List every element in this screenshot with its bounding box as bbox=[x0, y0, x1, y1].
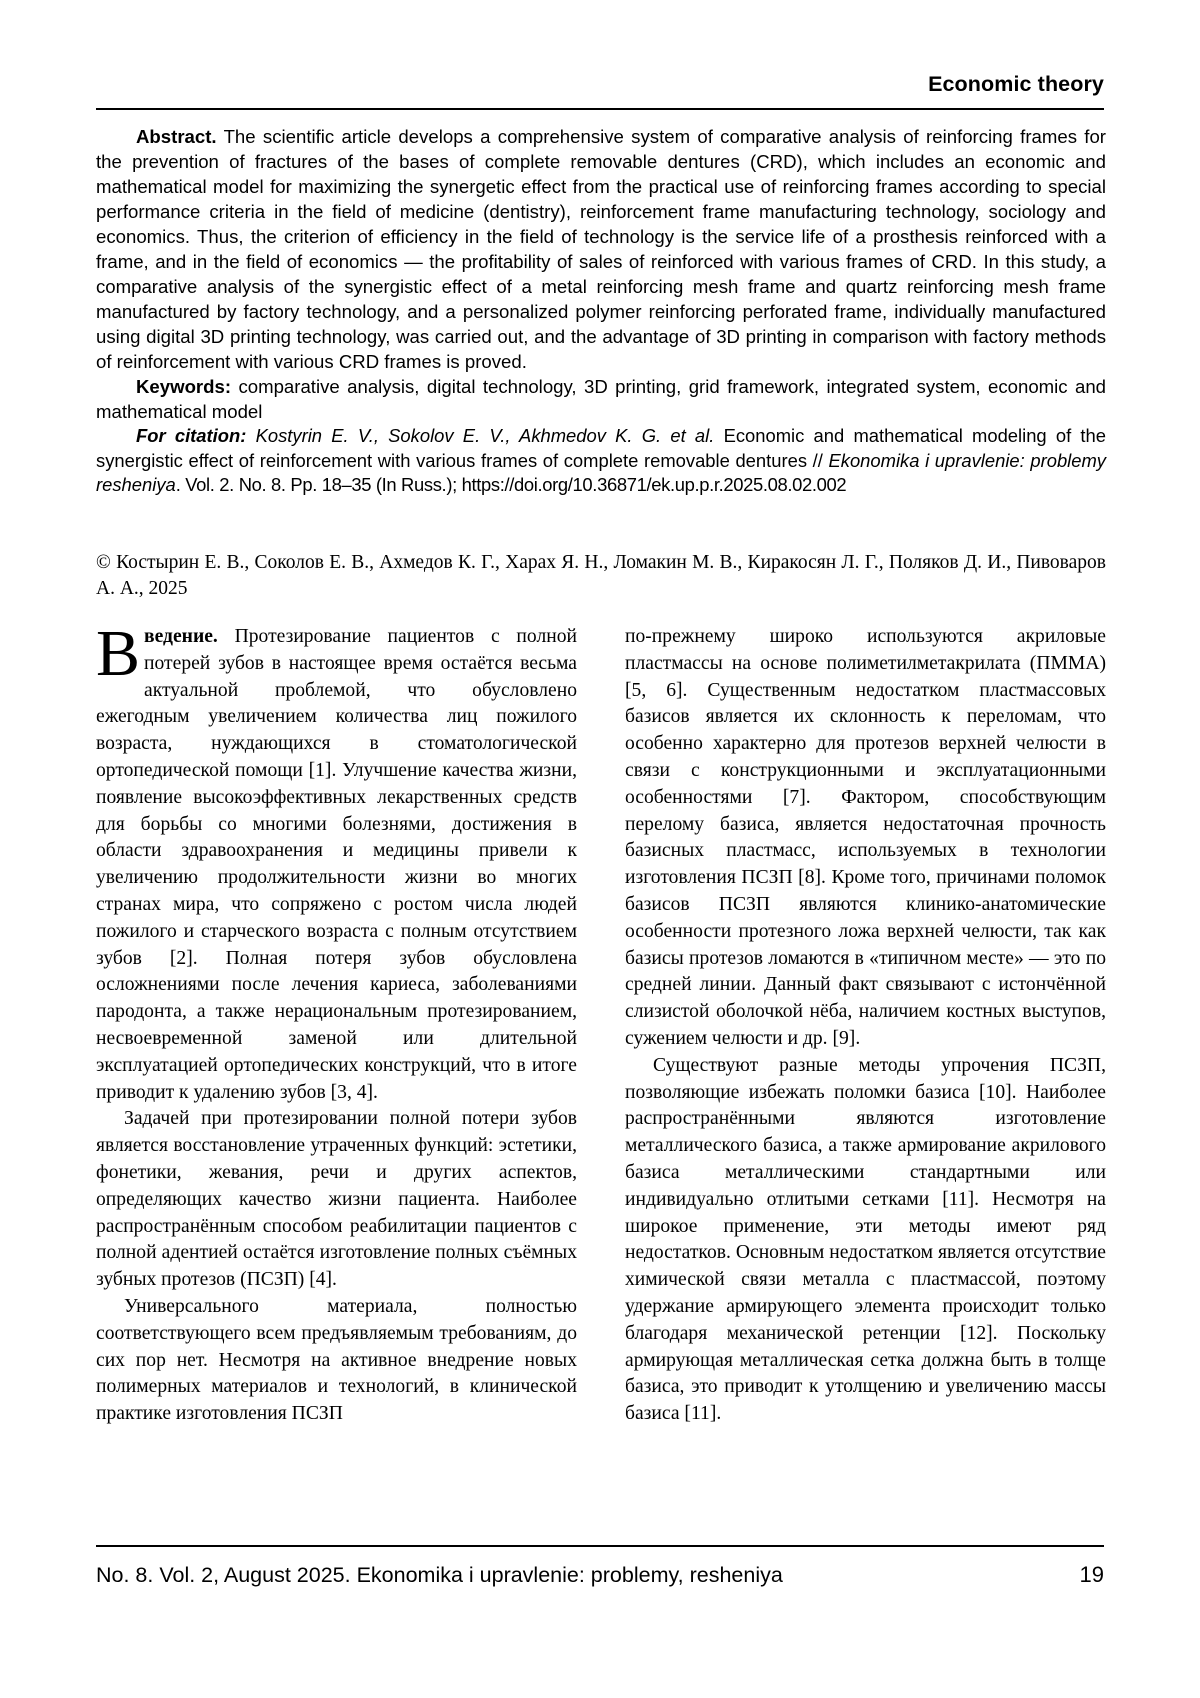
abstract-text: The scientific article develops a comprehensive system of comparative analysis of reinforcing frames for the prevention of fractures of the bases of complete removable dentures (CRD), which includes an economic and mathematical model for maximizing the synergetic effect from the practical use of reinforcing frames according to special performance criteria in the field of medicine (dentistry), reinforcement frame manufacturing technology, sociology and economics. Thus, the criterion of efficiency in the field of technology is the service life of a prosthesis reinforced with a frame, and in the field of economics — the profitability of sales of reinforced with various frames of CRD. In this study, a comparative analysis of the synergistic effect of a metal reinforcing mesh frame and quartz reinforcing mesh frame manufactured by factory technology, and a personalized polymer reinforcing perforated frame, individually manufactured using digital 3D printing technology, was carried out, and the advantage of 3D printing in comparison with factory methods of reinforcement with various CRD frames is proved. bbox=[96, 126, 1106, 372]
keywords-paragraph bbox=[96, 374, 1106, 424]
abstract-block bbox=[96, 124, 1106, 498]
column-right bbox=[625, 624, 1106, 1424]
keywords-text: comparative analysis, digital technology, 3D printing, grid framework, integrated system, economic and mathematical model bbox=[96, 376, 1106, 422]
citation-journal: Ekonomika i upravlenie: problemy resheniya bbox=[96, 449, 1106, 496]
footer-journal-line: No. 8. Vol. 2, August 2025. Ekonomika i upravlenie: problemy, resheniya bbox=[96, 1563, 783, 1587]
intro-paragraph bbox=[96, 617, 577, 1106]
intro-paragraph-text: Протезирование пациентов с полной потерей зубов в настоящее время остаётся весьма актуальной проблемой, что обусловлено ежегодным увеличением количества лиц пожилого возраста, нуждающихся в стоматологической ортопедической помощи [1]. Улучшение качества жизни, появление высокоэффективных лекарственных средств для борьбы со многими болезнями, достижения в области здравоохранения и медицины привели к увеличению продолжительности жизни во многих странах мира, что сопряжено с ростом числа людей пожилого и старческого возраста с полным отсутствием зубов [2]. Полная потеря зубов обусловлена осложнениями после лечения кариеса, заболеваниями пародонта, а также нерациональным протезированием, несвоевременной заменой или длительной эксплуатацией ортопедических конструкций, что в итоге приводит к удалению зубов [3, 4]. bbox=[96, 626, 577, 1103]
column-left bbox=[96, 617, 577, 1425]
header-rule bbox=[96, 108, 1104, 110]
abstract-label: Abstract. bbox=[136, 126, 217, 147]
left-paragraph-2: Задачей при протезировании полной потери зубов является восстановление утраченных функций: эстетики, фонетики, жевания, речи и других аспектов, определяющих качество жизни пациента. Наиболее распространённым способом реабилитации пациентов с полной адентией остаётся изготовление полных съёмных зубных протезов (ПСЗП) [4]. bbox=[96, 1108, 577, 1291]
abstract-paragraph bbox=[96, 124, 1106, 374]
running-head: Economic theory bbox=[928, 72, 1104, 96]
citation-paragraph bbox=[96, 424, 1106, 498]
citation-locator: . Vol. 2. No. 8. Pp. 18–35 (In Russ.); https://doi.org/10.36871/ek.up.p.r.2025.08.02.002 bbox=[175, 474, 847, 496]
drop-cap: В bbox=[96, 617, 141, 690]
citation-authors: Kostyrin E. V., Sokolov E. V., Akhmedov K. G. et al. bbox=[246, 425, 715, 446]
page-footer bbox=[96, 1562, 1104, 1588]
citation-title: Economic and mathematical modeling of the synergistic effect of reinforcement with various frames of complete removable dentures // bbox=[96, 425, 1106, 471]
left-paragraph-3: Универсального материала, полностью соответствующего всем предъявляемым требованиям, до сих пор нет. Несмотря на активное внедрение новых полимерных материалов и технологий, в клинической практике изготовления ПСЗП bbox=[96, 1295, 577, 1425]
footer-rule bbox=[96, 1545, 1104, 1547]
right-paragraph-2: Существуют разные методы упрочения ПСЗП, позволяющие избежать поломки базиса [10]. Наиболее распространёнными являются изготовление металлического базиса, а также армирование акрилового базиса металлическими стандартными или индивидуально отлитыми сетками [11]. Несмотря на широкое применение, эти методы имеют ряд недостатков. Основным недостатком является отсутствие химической связи металла с пластмассой, поэтому удержание армирующего элемента происходит только благодаря механической ретенции [12]. Поскольку армирующая металлическая сетка должна быть в толще базиса, это приводит к утолщению и увеличению массы базиса [11]. bbox=[625, 1054, 1106, 1425]
body-columns bbox=[96, 617, 1106, 1425]
keywords-label: Keywords: bbox=[136, 376, 232, 397]
page-number: 19 bbox=[1079, 1562, 1104, 1587]
copyright-line: © Костырин Е. В., Соколов Е. В., Ахмедов К. Г., Харах Я. Н., Ломакин М. В., Киракосян Л. Г., Поляков Д. И., Пивоваров А. А., 2025 bbox=[96, 552, 1106, 599]
citation-label: For citation: bbox=[136, 425, 247, 446]
section-heading-inline: ведение. bbox=[144, 626, 218, 647]
right-paragraph-1: по-прежнему широко используются акриловые пластмассы на основе полиметилметакрилата (ПММА) [5, 6]. Существенным недостатком пластмассовых базисов является их склонность к переломам, что особенно характерно для протезов верхней челюсти в связи с конструкционными и эксплуатационными особенностями [7]. Фактором, способствующим перелому базиса, является недостаточная прочность базисных пластмасс, используемых в технологии изготовления ПСЗП [8]. Кроме того, причинами поломок базисов ПСЗП являются клинико-анатомические особенности протезного ложа верхней челюсти, так как базисы протезов ломаются в «типичном месте» — это по средней линии. Данный факт связывают с истончённой слизистой оболочкой нёба, наличием костных выступов, сужением челюсти и др. [9]. bbox=[625, 626, 1106, 1049]
